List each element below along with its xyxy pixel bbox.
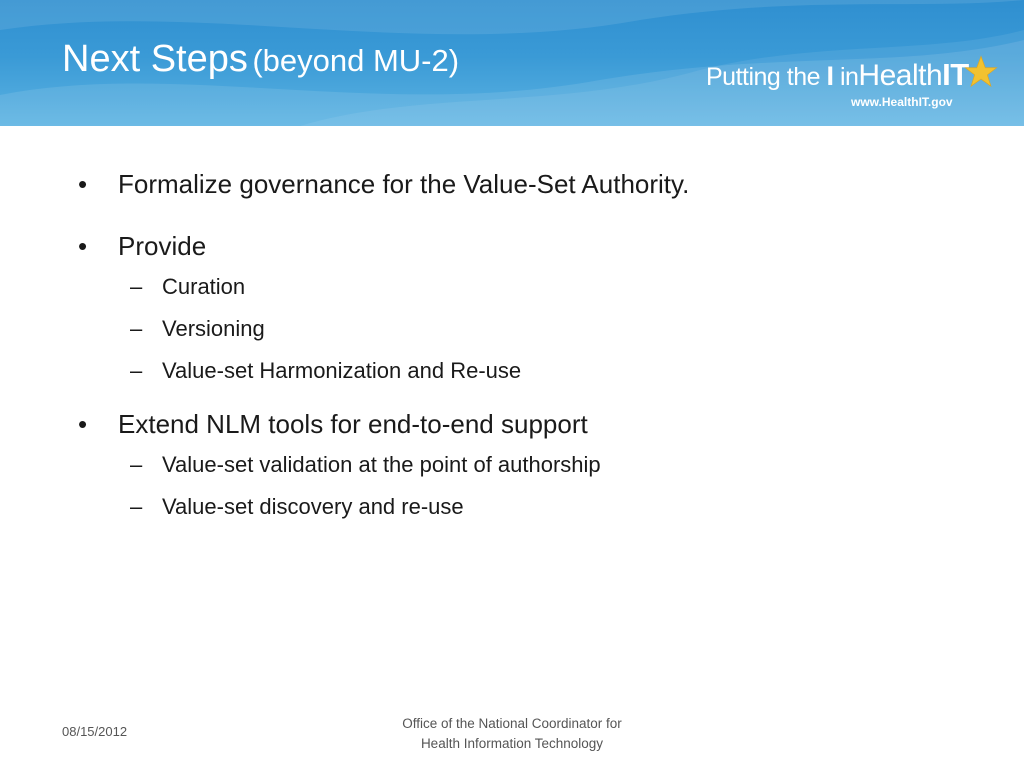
sub-bullet-dash: – (130, 316, 143, 341)
footer-date: 08/15/2012 (62, 724, 128, 739)
bullet-text: Provide (118, 231, 207, 261)
bullet-dot: • (78, 231, 88, 261)
logo-url: www.HealthIT.gov (851, 95, 953, 109)
sub-bullet-dash: – (130, 494, 143, 519)
footer-org-line1: Office of the National Coordinator for (402, 716, 622, 731)
sub-bullet-text: Versioning (162, 316, 265, 341)
bullet-text: Formalize governance for the Value-Set Authority. (118, 169, 690, 199)
slide-title-sub: (beyond MU-2) (252, 43, 460, 78)
logo-text-health: Health (858, 59, 943, 92)
bullet-list (74, 168, 974, 536)
sub-bullet-item (74, 274, 974, 300)
logo-text-in: in (839, 63, 859, 91)
sub-bullet-item (74, 316, 974, 342)
sub-bullet-text: Value-set validation at the point of authorship (162, 452, 601, 477)
slide-title-main: Next Steps (62, 38, 248, 80)
sub-bullet-text: Curation (162, 274, 246, 299)
logo-text-i: I (826, 61, 834, 91)
sub-bullet-item (74, 452, 974, 478)
sub-bullet-text: Value-set Harmonization and Re-use (162, 358, 522, 383)
sub-bullet-dash: – (130, 358, 143, 383)
logo-text-it: IT (942, 57, 969, 92)
sub-bullet-item (74, 494, 974, 520)
bullet-item (74, 230, 974, 262)
bullet-dot: • (78, 169, 88, 199)
sub-bullet-item (74, 358, 974, 384)
slide-title (62, 38, 459, 81)
sub-bullet-dash: – (130, 274, 143, 299)
sub-bullet-text: Value-set discovery and re-use (162, 494, 464, 519)
logo-wordmark (706, 57, 969, 93)
footer-organization (362, 714, 662, 754)
footer-org-line2: Health Information Technology (420, 736, 604, 751)
bullet-item (74, 408, 974, 440)
bullet-dot: • (78, 409, 88, 439)
header-banner (0, 0, 1024, 126)
bullet-item (74, 168, 974, 200)
bullet-text: Extend NLM tools for end-to-end support (118, 409, 588, 439)
logo-text-putting: Putting the (706, 63, 821, 91)
healthit-logo (706, 57, 1006, 111)
sub-bullet-dash: – (130, 452, 143, 477)
star-icon (964, 55, 998, 89)
